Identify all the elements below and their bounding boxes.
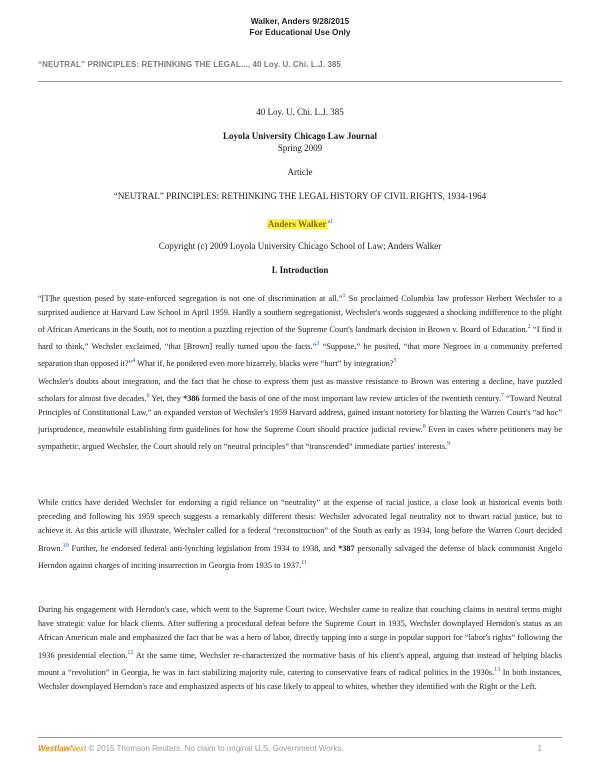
- footnote-link[interactable]: 1: [342, 293, 346, 299]
- footnote-link[interactable]: 9: [447, 441, 451, 448]
- text-run: What if, he pondered even more bizarrely, blacks were “hurt” by integration?: [135, 358, 394, 368]
- author-name[interactable]: Anders Walker: [267, 219, 327, 229]
- article-title: “NEUTRAL” PRINCIPLES: RETHINKING THE LEGAL HISTORY OF CIVIL RIGHTS, 1934-1964: [113, 191, 487, 201]
- journal-name: Loyola University Chicago Law Journal: [222, 131, 377, 141]
- text-run: Even in cases where petitioners may be sympathetic, argued Wechsler, the Court should rely on “neutral principles” that “transcended” immediate parties' interests.: [38, 425, 563, 452]
- footnote-link[interactable]: 11: [301, 559, 308, 566]
- footnote-link[interactable]: 12: [127, 649, 134, 656]
- footnote-link[interactable]: 6: [146, 393, 150, 400]
- page-number: 1: [537, 744, 542, 753]
- paragraph-2: [38, 375, 562, 454]
- text-run: In both instances, Wechsler downplayed Herndon's race and emphasized aspects of his case likely to appeal to whites, whether they identified with the Right or the Left.: [38, 667, 562, 691]
- text-run: During his engagement with Herndon's case, which went to the Supreme Court twice, Wechsler came to realize that couching claims in neutral terms might have strategic value for black clients. After suffering a procedural defeat before the Supreme Court in 1935, Wechsler downplayed Herndon's status as an African American male and emphasized the fact that he was a hero of labor, directly tapping into a surge in popular support for “labor's rights” following the 1936 presidential election.: [38, 605, 562, 660]
- text-run: “Toward Neutral Principles of Constitutional Law,” an expanded version of Wechsler's 1959 Harvard address, gained instant notoriety for blasting the Warren Court's “ad hoc” jurisprudence, meanwhile establishing firm guidelines for how the Supreme Court should practice judicial review.: [38, 393, 562, 435]
- text-run: Further, he endorsed federal anti-lynching legislation from 1934 to 1938, and: [68, 543, 339, 553]
- logo-westlaw-text: Westlaw: [38, 744, 70, 753]
- running-title: “NEUTRAL” PRINCIPLES: RETHINKING THE LEGAL..., 40 Loy. U. Chi. L.J. 385: [38, 60, 341, 69]
- footnote-link[interactable]: 5: [393, 358, 397, 365]
- header-author-date: Walker, Anders 9/28/2015: [250, 16, 350, 26]
- author-footnote-link[interactable]: a1: [327, 219, 334, 225]
- text-run: At the same time, Wechsler re-characterized the normative basis of his client's appeal, arguing that instead of helping blacks mount a “revolution” in Georgia, he was in fact stabilizing majority rule, catering to conservative fears of radical politics in the 1930s.: [38, 650, 562, 677]
- header-divider: [38, 81, 562, 82]
- paragraph-3: [38, 496, 562, 573]
- document-header: [0, 16, 600, 38]
- journal-issue: Spring 2009: [277, 143, 323, 153]
- copyright-notice: Copyright (c) 2009 Loyola University Chicago School of Law; Anders Walker: [158, 241, 442, 251]
- westlaw-next-logo: [38, 744, 86, 753]
- citation: 40 Loy. U. Chi. L.J. 385: [256, 107, 344, 117]
- footer-divider: [38, 737, 562, 738]
- star-page-marker: *387: [338, 543, 355, 553]
- text-run: Yet, they: [149, 393, 184, 403]
- star-page-marker: *386: [183, 393, 200, 403]
- footnote-link[interactable]: 7: [501, 393, 505, 400]
- footnote-link[interactable]: 2: [527, 324, 531, 331]
- paragraph-4: [38, 603, 562, 694]
- footnote-link[interactable]: 10: [62, 542, 69, 549]
- footnote-link[interactable]: 13: [494, 666, 501, 673]
- paragraph-1: [38, 289, 562, 371]
- footnote-link[interactable]: 3: [316, 341, 320, 348]
- page-footer: [38, 744, 562, 753]
- text-run: So proclaimed Columbia law professor Herbert Wechsler to a surprised audience at Harvard Law School in April 1959. Hardly a southern segregationist, Wechsler's words suggested a shocking indifference to the plight of African Americans in the South, not to mention a puzzling rejection of the Supreme Court's landmark decision in Brown v. Board of Education.: [38, 293, 562, 334]
- footnote-link[interactable]: 4: [132, 358, 136, 365]
- footer-copyright: © 2015 Thomson Reuters. No claim to original U.S. Government Works.: [86, 744, 344, 753]
- logo-next-text: Next: [69, 744, 87, 753]
- text-run: “I find it hard to think,” Wechsler exclaimed, “that [Brown] really turned upon the facts.”: [38, 324, 562, 351]
- text-run: “Suppose,” he posited, “that more Negroes in a community preferred separation than opposed it?”: [38, 341, 562, 368]
- section-heading: I. Introduction: [271, 265, 329, 275]
- text-run: “[T]he question posed by state-enforced segregation is not one of discrimination at all.”: [38, 293, 343, 303]
- header-use-notice: For Educational Use Only: [249, 27, 351, 37]
- text-run: formed the basis of one of the most important law review articles of the twentieth century.: [199, 393, 502, 403]
- document-type: Article: [287, 167, 313, 177]
- author-line: [38, 216, 562, 230]
- text-run: Wechsler's doubts about integration, and the fact that he chose to express them just as massive resistance to Brown was entering a decline, have puzzled scholars for almost five decades.: [38, 377, 562, 403]
- text-run: personally salvaged the defense of black communist Angelo Herndon against charges of inciting insurrection in Georgia from 1935 to 1937.: [38, 543, 563, 570]
- text-run: While critics have derided Wechsler for endorsing a rigid reliance on “neutrality” at the expense of racial justice, a close look at historical events both preceding and following his 1959 speech suggests a remarkably different thesis: Wechsler advocated legal neutrality not to thwart racial justice, but to achieve it. As this article will illustrate, Wechsler called for a federal “reconstruction” of the South as early as 1934, long before the Warren Court decided Brown.: [38, 498, 562, 553]
- footnote-link[interactable]: 8: [422, 424, 426, 431]
